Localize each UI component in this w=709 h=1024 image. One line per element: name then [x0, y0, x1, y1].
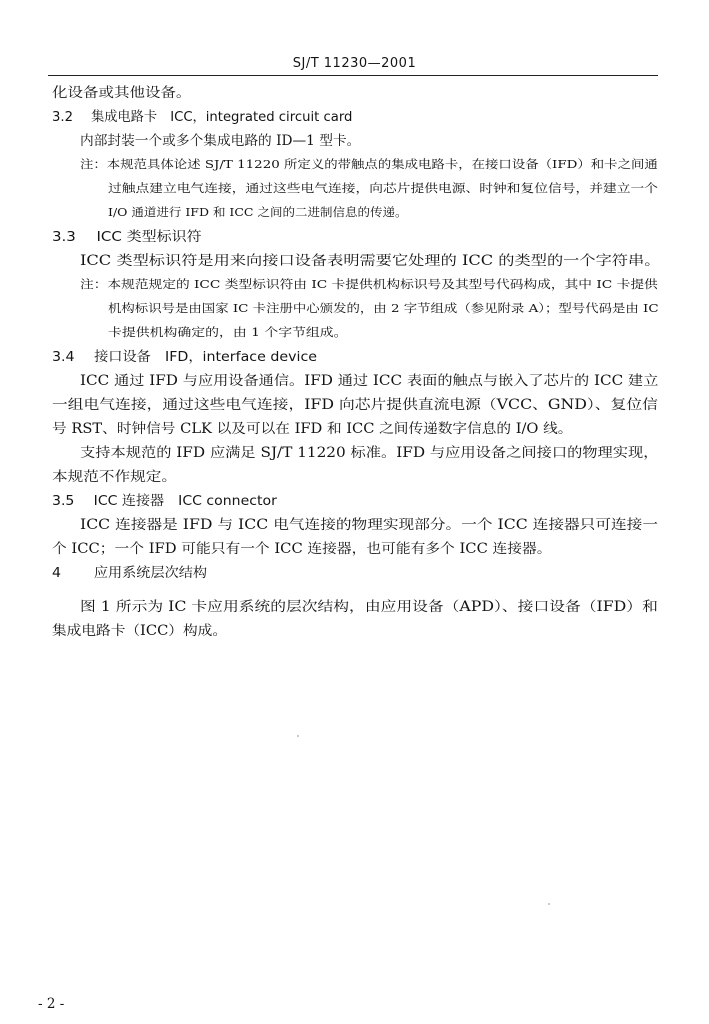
line-text: 化设备或其他设备。: [52, 85, 192, 101]
text-line: [80, 601, 658, 615]
line-text: 应用系统层次结构: [93, 565, 208, 581]
text-line: [80, 135, 360, 149]
text-line: [80, 519, 658, 533]
note-line: [108, 207, 407, 219]
line-text: ICC 连接器 ICC connector: [93, 493, 277, 509]
line-text: 集成电路卡（ICC）构成。: [52, 623, 228, 639]
note-line: [80, 159, 658, 171]
line-text: 内部封装一个或多个集成电路的 ID—1 型卡。: [80, 133, 361, 149]
line-text: 卡提供机构确定的，由 1 个字节组成。: [108, 325, 348, 339]
line-text: 支持本规范的 IFD 应满足 SJ/T 11220 标准。IFD 与应用设备之间接口的物理实现，: [80, 445, 659, 461]
line-text: 注：本规范规定的 ICC 类型标识符由 IC 卡提供机构标识号及其型号代码构成，其中 IC 卡提供: [80, 277, 658, 291]
line-text: ICC 类型标识符是用来向接口设备表明需要它处理的 ICC 的类型的一个字符串。: [80, 253, 661, 269]
section-heading: [52, 111, 352, 125]
note-line: [108, 183, 658, 195]
text-line: [80, 255, 660, 269]
line-text: ICC 连接器是 IFD 与 ICC 电气连接的物理实现部分。一个 ICC 连接器只可连接一: [80, 517, 659, 533]
line-text: 一组电气连接，通过这些电气连接，IFD 向芯片提供直流电源（VCC、GND）、复位信: [52, 397, 658, 413]
section-number: 3.4: [52, 349, 75, 365]
line-text: ICC 类型标识符: [96, 229, 202, 245]
line-text: 接口设备 IFD，interface device: [94, 349, 318, 365]
text-line: [80, 375, 658, 389]
line-text: 号 RST、时钟信号 CLK 以及可以在 IFD 和 ICC 之间传递数字信息的 I/O 线。: [52, 421, 573, 437]
text-line: [52, 399, 658, 413]
line-text: 机构标识号是由国家 IC 卡注册中心颁发的，由 2 字节组成（参见附录 A）；型号代码是由 IC: [108, 301, 659, 315]
page-number: - 2 -: [38, 996, 65, 1012]
line-text: 注：本规范具体论述 SJ/T 11220 所定义的带触点的集成电路卡，在接口设备（IFD）和卡之间通: [80, 157, 658, 171]
section-number: 3.3: [52, 229, 76, 245]
header-rule: [48, 75, 658, 76]
text-line: [80, 447, 659, 461]
line-text: I/O 通道进行 IFD 和 ICC 之间的二进制信息的传递。: [108, 205, 408, 219]
section-heading: [52, 495, 277, 509]
section-heading: [52, 567, 207, 581]
page-header: SJ/T 11230—2001: [292, 56, 417, 71]
section-number: 3.2: [52, 109, 73, 125]
note-line: [108, 327, 348, 339]
text-line: [52, 423, 572, 437]
scan-speck: [548, 903, 550, 905]
line-text: 过触点建立电气连接，通过这些电气连接，向芯片提供电源、时钟和复位信号，并建立一个: [108, 181, 659, 195]
line-text: 个 ICC；一个 IFD 可能只有一个 ICC 连接器，也可能有多个 ICC 连接器。: [52, 541, 552, 557]
text-line: [52, 543, 552, 557]
line-text: 图 1 所示为 IC 卡应用系统的层次结构，由应用设备（APD）、接口设备（IFD）和: [80, 599, 658, 615]
line-text: 本规范不作规定。: [52, 469, 177, 485]
line-text: 集成电路卡 ICC，integrated circuit card: [91, 109, 353, 125]
line-text: ICC 通过 IFD 与应用设备通信。IFD 通过 ICC 表面的触点与嵌入了芯片的 ICC 建立: [80, 373, 659, 389]
section-heading: [52, 351, 317, 365]
scan-speck: [297, 735, 299, 737]
text-line: [52, 471, 177, 485]
section-number: 4: [52, 565, 62, 581]
text-line: [52, 87, 191, 101]
section-heading: [52, 231, 202, 245]
note-line: [108, 303, 659, 315]
note-line: [80, 279, 658, 291]
section-number: 3.5: [52, 493, 75, 509]
text-line: [52, 625, 227, 639]
